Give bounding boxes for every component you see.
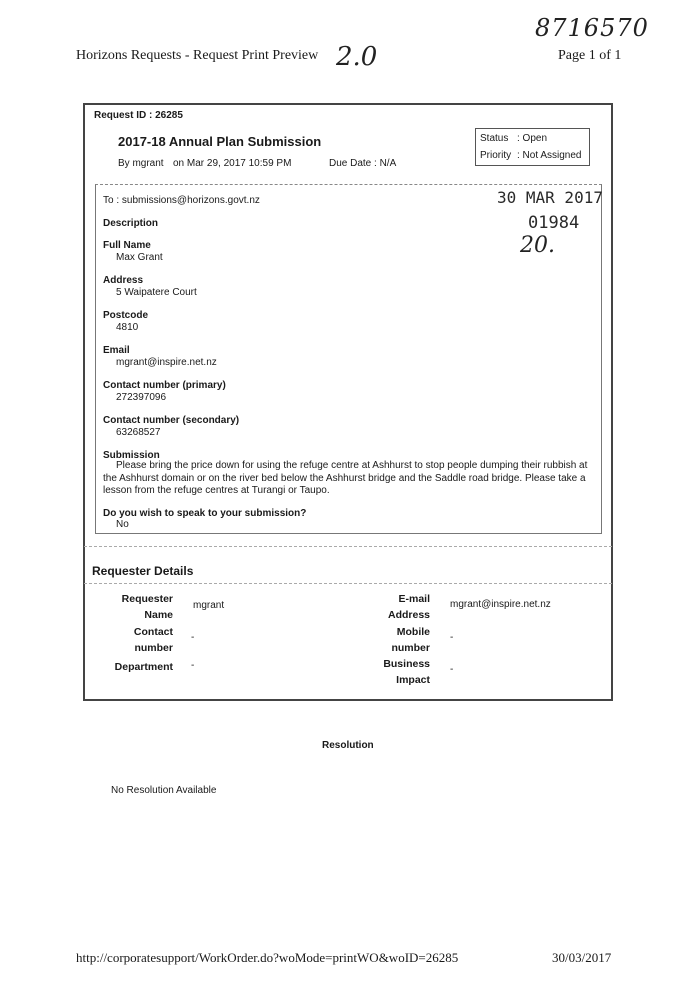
footer-url: http://corporatesupport/WorkOrder.do?woMode=printWO&woID=26285 (76, 950, 459, 965)
priority-label: Priority (480, 150, 512, 161)
divider (84, 546, 612, 547)
requester-details-heading: Requester Details (92, 564, 194, 578)
label-line-2: Address (387, 609, 430, 621)
email-value: mgrant@inspire.net.nz (116, 357, 217, 368)
status-value: : Open (517, 133, 548, 144)
status-label: Status (480, 133, 509, 144)
email-label: Email (103, 345, 130, 356)
contact-number-label (102, 624, 173, 656)
label-line-1: Requester (121, 593, 173, 605)
handwritten-annotation: 20. (520, 233, 555, 258)
label-line-2: number (391, 642, 430, 654)
request-author: By mgrant (118, 158, 164, 169)
label-line-1: E-mail (398, 593, 430, 605)
status-row (480, 133, 548, 144)
page-header-title: Horizons Requests - Request Print Preview (76, 48, 319, 63)
full-name-label: Full Name (103, 240, 151, 251)
received-number-stamp: 01984 (528, 213, 580, 233)
speak-answer: No (116, 519, 129, 530)
department-value: - (191, 660, 195, 671)
mobile-number-label (360, 624, 430, 656)
requester-email-label (360, 591, 430, 623)
requester-email-value: mgrant@inspire.net.nz (450, 599, 551, 610)
status-box (475, 128, 590, 166)
to-address: To : submissions@horizons.govt.nz (103, 195, 260, 206)
postcode-label: Postcode (103, 310, 149, 321)
handwritten-reference: 8716570 (535, 14, 649, 42)
label-line-2: number (134, 642, 173, 654)
page-number: Page 1 of 1 (558, 48, 622, 63)
full-name-value: Max Grant (116, 252, 163, 263)
business-impact-label (360, 656, 430, 688)
received-date-stamp: 30 MAR 2017 (497, 188, 603, 207)
request-due-date: Due Date : N/A (329, 158, 397, 169)
footer-date: 30/03/2017 (552, 950, 612, 965)
address-label: Address (103, 275, 144, 286)
request-date: on Mar 29, 2017 10:59 PM (173, 158, 292, 169)
request-title: 2017-18 Annual Plan Submission (118, 134, 322, 149)
priority-row (480, 150, 582, 161)
speak-question: Do you wish to speak to your submission? (103, 508, 307, 519)
contact-number-value: - (191, 632, 195, 643)
contact-primary-value: 272397096 (116, 392, 167, 403)
resolution-text: No Resolution Available (111, 785, 217, 796)
postcode-value: 4810 (116, 322, 139, 333)
label-line-1: Business (383, 658, 430, 670)
handwritten-number: 2.0 (336, 42, 378, 72)
request-id: Request ID : 26285 (94, 110, 183, 121)
department-label: Department (114, 661, 173, 673)
submission-label: Submission (103, 450, 160, 461)
mobile-number-value: - (450, 632, 454, 643)
contact-secondary-value: 63268527 (116, 427, 161, 438)
description-label: Description (103, 218, 159, 229)
label-line-1: Mobile (396, 626, 430, 638)
resolution-heading: Resolution (322, 740, 374, 751)
business-impact-value: - (450, 664, 454, 675)
label-line-2: Impact (396, 674, 430, 686)
requester-name-label (102, 591, 173, 623)
address-value: 5 Waipatere Court (116, 287, 197, 298)
contact-primary-label: Contact number (primary) (103, 380, 226, 391)
contact-secondary-label: Contact number (secondary) (103, 415, 240, 426)
submission-text: Please bring the price down for using the refuge centre at Ashhurst to stop people dumping their rubbish at the Ashhurst domain or on the river bed below the Ashhurst bridge and the Saddle road bridge. Please take a lesson from the refuge centres at Turangi or Taupo. (103, 460, 588, 496)
label-line-2: Name (144, 609, 173, 621)
priority-value: : Not Assigned (517, 150, 582, 161)
requester-name-value: mgrant (193, 600, 225, 611)
label-line-1: Contact (133, 626, 173, 638)
divider (84, 583, 612, 584)
